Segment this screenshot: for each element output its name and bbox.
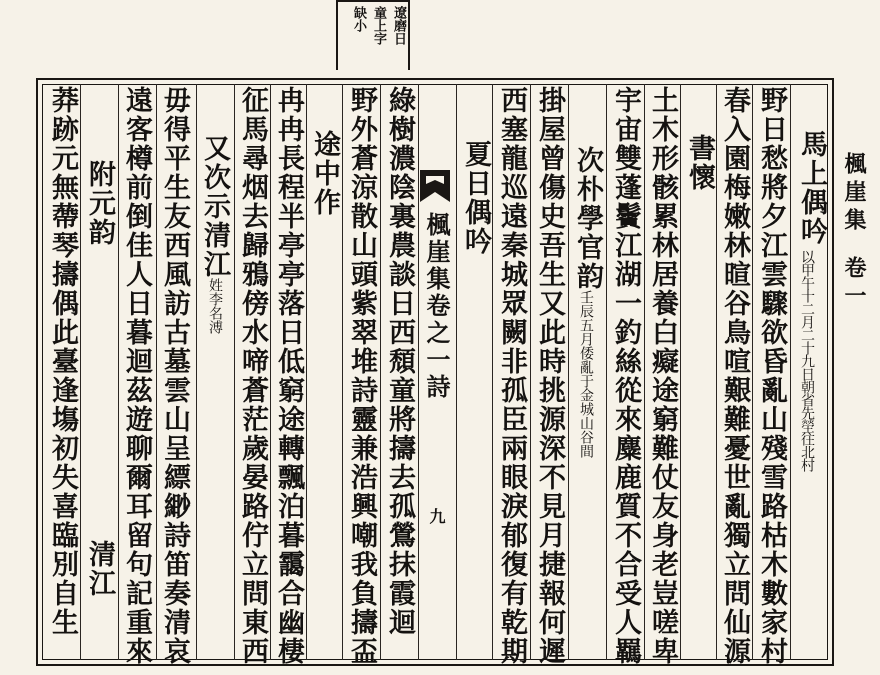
poem6-note: 姓李名溥 bbox=[207, 278, 223, 334]
running-head-title: 楓崖集 bbox=[841, 152, 867, 236]
poem1-line-1: 野日愁將夕江雲驟欲昏亂山殘雪路枯木數家村 bbox=[756, 86, 787, 666]
poem5-title: 途中作 bbox=[309, 130, 340, 217]
poem2-line-1: 土木形骸累林居養白癡途窮難仗友身老豈嗟卑 bbox=[647, 86, 678, 666]
column-rule bbox=[196, 84, 197, 660]
column-rule bbox=[234, 84, 235, 660]
poem3-title: 次朴學官韵 bbox=[572, 146, 603, 291]
column-rule bbox=[644, 84, 645, 660]
poem7-author: 清江 bbox=[84, 540, 115, 598]
poem3-line-2: 西塞龍巡遠秦城眾闕非孤臣兩眼淚郁復有乾期 bbox=[496, 86, 527, 666]
column-rule bbox=[342, 84, 343, 660]
column-rule bbox=[680, 84, 681, 660]
tab-note-line-3: 缺小 bbox=[351, 6, 366, 32]
poem7-title: 附元韵 bbox=[84, 160, 115, 247]
poem3-line-1: 掛屋曾傷史吾生又此時挑源深不見月捷報何遲 bbox=[534, 86, 565, 666]
poem6-title: 又次示清江 bbox=[199, 134, 230, 279]
column-rule bbox=[716, 84, 717, 660]
poem6-line-2: 遠客樽前倒佳人日暮迴茲遊聊爾耳留句記重來 bbox=[121, 86, 152, 666]
poem1-title: 馬上偶吟 bbox=[796, 130, 827, 246]
poem7-line-1: 莽跡元無蔕琴擣偶此臺逢塲初失喜臨別自生 bbox=[47, 86, 78, 637]
poem5-line-1: 冉冉長程半亭亭落日低窮途轉飄泊暮靄合幽棲 bbox=[273, 86, 304, 666]
running-head-volume: 卷一 bbox=[841, 256, 867, 312]
column-rule bbox=[306, 84, 307, 660]
tab-note-line-1: 遼磨日 bbox=[391, 6, 406, 45]
column-rule bbox=[80, 84, 81, 660]
column-rule bbox=[380, 84, 381, 660]
poem4-title: 夏日偶吟 bbox=[460, 140, 491, 256]
column-rule bbox=[156, 84, 157, 660]
center-column-rule bbox=[456, 84, 457, 660]
poem5-line-2: 征馬尋烟去歸鴉傍水啼蒼茫歲晏路佇立問東西 bbox=[237, 86, 268, 666]
column-rule bbox=[606, 84, 607, 660]
poem1-note: 以甲午十二月二十九日朝省先塋往北村 bbox=[799, 250, 815, 471]
column-rule bbox=[752, 84, 753, 660]
poem6-line-1: 毋得平生友西風訪古墓雲山呈縹緲詩笛奏清哀 bbox=[159, 86, 190, 666]
tab-note-line-2: 童上字 bbox=[371, 6, 386, 45]
poem3-note: 壬辰五月倭亂于金城山谷間 bbox=[578, 290, 594, 458]
column-rule bbox=[790, 84, 791, 660]
column-rule bbox=[118, 84, 119, 660]
column-rule bbox=[270, 84, 271, 660]
poem2-line-2: 宇宙雙蓬鬢江湖一釣絲從來麋鹿質不合受人羈 bbox=[610, 86, 641, 666]
column-rule bbox=[530, 84, 531, 660]
poem2-title: 書懷 bbox=[684, 134, 715, 192]
page-number: 九 bbox=[427, 508, 446, 526]
fishtail-mark-icon bbox=[420, 170, 450, 202]
poem1-line-2: 春入園梅嫩林暄谷鳥喧艱難憂世亂獨立問仙源 bbox=[719, 86, 750, 666]
column-rule bbox=[568, 84, 569, 660]
center-column-rule bbox=[418, 84, 419, 660]
column-rule bbox=[492, 84, 493, 660]
poem4-line-2: 野外蒼涼散山頭紫翠堆詩靈兼浩興嘲我負擣盃 bbox=[346, 86, 377, 666]
book-title-spine: 楓崖集卷之一詩 bbox=[422, 212, 451, 401]
poem4-line-1: 綠樹濃陰裏農談日西頹童將擣去孤鶯抹霞迴 bbox=[384, 86, 415, 637]
